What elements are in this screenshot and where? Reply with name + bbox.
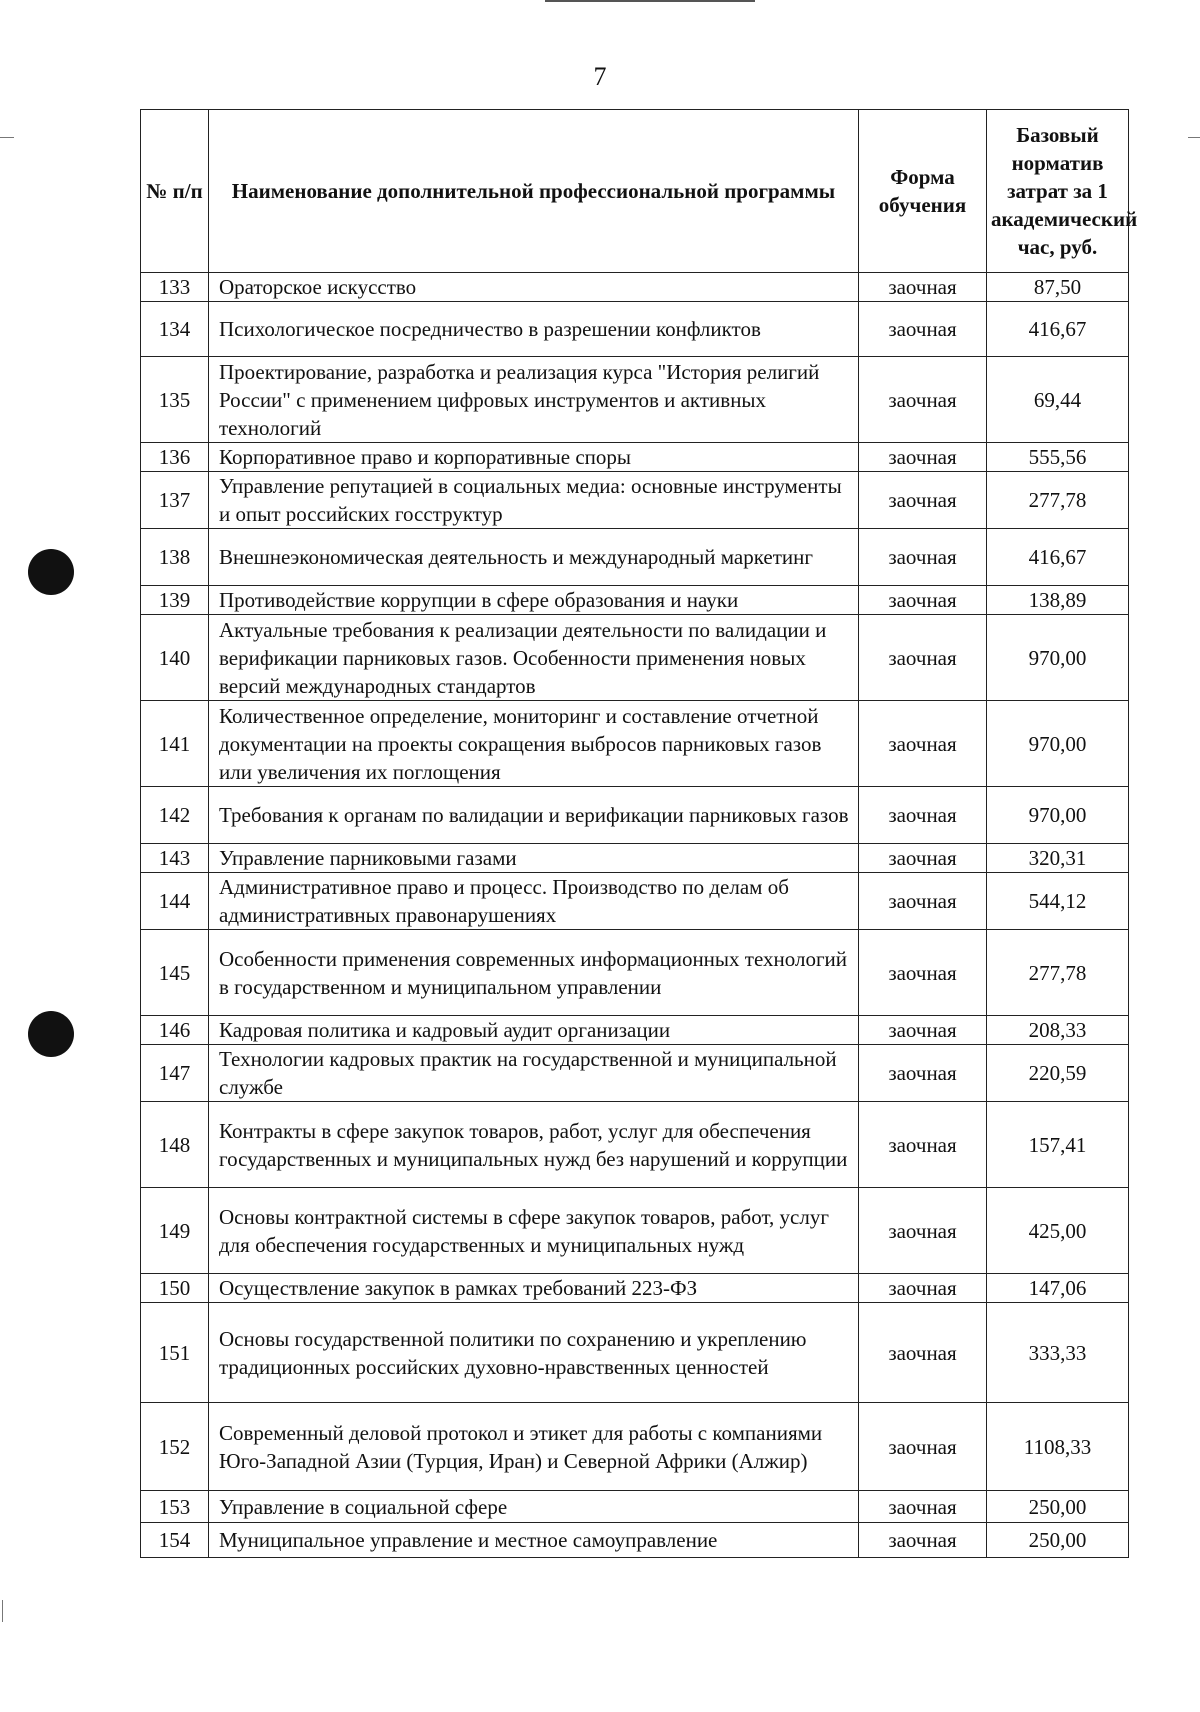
study-form: заочная <box>859 1303 987 1403</box>
base-cost: 87,50 <box>987 273 1129 302</box>
row-number: 148 <box>141 1102 209 1188</box>
base-cost: 147,06 <box>987 1274 1129 1303</box>
table-row <box>141 1274 1129 1303</box>
study-form: заочная <box>859 273 987 302</box>
row-number: 135 <box>141 357 209 443</box>
row-number: 141 <box>141 701 209 787</box>
study-form: заочная <box>859 1274 987 1303</box>
table-row <box>141 273 1129 302</box>
table-row <box>141 1491 1129 1523</box>
base-cost: 250,00 <box>987 1491 1129 1523</box>
scan-top-rule <box>545 0 755 2</box>
table-row <box>141 586 1129 615</box>
program-name: Кадровая политика и кадровый аудит организации <box>209 1016 859 1045</box>
margin-mark <box>1188 137 1200 138</box>
base-cost: 277,78 <box>987 930 1129 1016</box>
table-row <box>141 873 1129 930</box>
study-form: заочная <box>859 472 987 529</box>
table-row <box>141 1016 1129 1045</box>
study-form: заочная <box>859 302 987 357</box>
program-name: Противодействие коррупции в сфере образования и науки <box>209 586 859 615</box>
punch-hole <box>28 1011 74 1057</box>
table-row <box>141 787 1129 844</box>
study-form: заочная <box>859 844 987 873</box>
base-cost: 220,59 <box>987 1045 1129 1102</box>
table-row <box>141 302 1129 357</box>
row-number: 142 <box>141 787 209 844</box>
row-number: 145 <box>141 930 209 1016</box>
header-study-form: Форма обучения <box>859 110 987 273</box>
program-name: Основы контрактной системы в сфере закупок товаров, работ, услуг для обеспечения государственных и муниципальных нужд <box>209 1188 859 1274</box>
program-name: Требования к органам по валидации и верификации парниковых газов <box>209 787 859 844</box>
base-cost: 138,89 <box>987 586 1129 615</box>
row-number: 149 <box>141 1188 209 1274</box>
row-number: 136 <box>141 443 209 472</box>
row-number: 153 <box>141 1491 209 1523</box>
base-cost: 416,67 <box>987 302 1129 357</box>
program-name: Современный деловой протокол и этикет для работы с компаниями Юго-Западной Азии (Турция, Иран) и Северной Африки (Алжир) <box>209 1403 859 1491</box>
study-form: заочная <box>859 1102 987 1188</box>
row-number: 137 <box>141 472 209 529</box>
base-cost: 208,33 <box>987 1016 1129 1045</box>
program-name: Контракты в сфере закупок товаров, работ, услуг для обеспечения государственных и муниципальных нужд без нарушений и коррупции <box>209 1102 859 1188</box>
study-form: заочная <box>859 1491 987 1523</box>
base-cost: 320,31 <box>987 844 1129 873</box>
program-name: Технологии кадровых практик на государственной и муниципальной службе <box>209 1045 859 1102</box>
program-name: Корпоративное право и корпоративные споры <box>209 443 859 472</box>
header-num: № п/п <box>141 110 209 273</box>
study-form: заочная <box>859 615 987 701</box>
study-form: заочная <box>859 1523 987 1558</box>
study-form: заочная <box>859 357 987 443</box>
program-name: Количественное определение, мониторинг и составление отчетной документации на проекты сокращения выбросов парниковых газов или увеличения их поглощения <box>209 701 859 787</box>
margin-mark <box>0 137 14 138</box>
row-number: 140 <box>141 615 209 701</box>
programs-table <box>140 109 1138 1558</box>
row-number: 154 <box>141 1523 209 1558</box>
page-number: 7 <box>593 62 607 91</box>
study-form: заочная <box>859 586 987 615</box>
header-base-cost: Базовый норматив затрат за 1 академический час, руб. <box>987 110 1129 273</box>
program-name: Психологическое посредничество в разрешении конфликтов <box>209 302 859 357</box>
base-cost: 970,00 <box>987 615 1129 701</box>
table-header-row <box>141 110 1129 273</box>
base-cost: 333,33 <box>987 1303 1129 1403</box>
study-form: заочная <box>859 1045 987 1102</box>
row-number: 134 <box>141 302 209 357</box>
row-number: 143 <box>141 844 209 873</box>
row-number: 150 <box>141 1274 209 1303</box>
study-form: заочная <box>859 1403 987 1491</box>
row-number: 144 <box>141 873 209 930</box>
study-form: заочная <box>859 787 987 844</box>
base-cost: 416,67 <box>987 529 1129 586</box>
row-number: 146 <box>141 1016 209 1045</box>
program-name: Внешнеэкономическая деятельность и международный маркетинг <box>209 529 859 586</box>
table-row <box>141 1303 1129 1403</box>
row-number: 133 <box>141 273 209 302</box>
table-row <box>141 1188 1129 1274</box>
table-row <box>141 1523 1129 1558</box>
base-cost: 970,00 <box>987 787 1129 844</box>
program-name: Проектирование, разработка и реализация курса "История религий России" с применением цифровых инструментов и активных технологий <box>209 357 859 443</box>
table-row <box>141 1403 1129 1491</box>
row-number: 151 <box>141 1303 209 1403</box>
punch-hole <box>28 549 74 595</box>
row-number: 138 <box>141 529 209 586</box>
study-form: заочная <box>859 930 987 1016</box>
table-row <box>141 472 1129 529</box>
table-row <box>141 930 1129 1016</box>
margin-mark <box>2 1600 3 1622</box>
program-name: Ораторское искусство <box>209 273 859 302</box>
row-number: 147 <box>141 1045 209 1102</box>
program-name: Особенности применения современных информационных технологий в государственном и муниципальном управлении <box>209 930 859 1016</box>
study-form: заочная <box>859 1188 987 1274</box>
program-name: Управление репутацией в социальных медиа: основные инструменты и опыт российских госструктур <box>209 472 859 529</box>
base-cost: 425,00 <box>987 1188 1129 1274</box>
study-form: заочная <box>859 443 987 472</box>
program-name: Осуществление закупок в рамках требований 223-ФЗ <box>209 1274 859 1303</box>
table-row <box>141 443 1129 472</box>
table-row <box>141 357 1129 443</box>
program-name: Актуальные требования к реализации деятельности по валидации и верификации парниковых газов. Особенности применения новых версий международных стандартов <box>209 615 859 701</box>
base-cost: 544,12 <box>987 873 1129 930</box>
table-row <box>141 529 1129 586</box>
program-name: Управление парниковыми газами <box>209 844 859 873</box>
base-cost: 277,78 <box>987 472 1129 529</box>
program-name: Административное право и процесс. Производство по делам об административных правонарушениях <box>209 873 859 930</box>
table-row <box>141 1102 1129 1188</box>
study-form: заочная <box>859 529 987 586</box>
program-name: Основы государственной политики по сохранению и укреплению традиционных российских духовно-нравственных ценностей <box>209 1303 859 1403</box>
table-row <box>141 1045 1129 1102</box>
study-form: заочная <box>859 1016 987 1045</box>
program-name: Управление в социальной сфере <box>209 1491 859 1523</box>
study-form: заочная <box>859 873 987 930</box>
base-cost: 555,56 <box>987 443 1129 472</box>
program-name: Муниципальное управление и местное самоуправление <box>209 1523 859 1558</box>
programs-table-container <box>140 109 1138 1558</box>
base-cost: 157,41 <box>987 1102 1129 1188</box>
base-cost: 69,44 <box>987 357 1129 443</box>
row-number: 152 <box>141 1403 209 1491</box>
row-number: 139 <box>141 586 209 615</box>
base-cost: 250,00 <box>987 1523 1129 1558</box>
base-cost: 1108,33 <box>987 1403 1129 1491</box>
table-row <box>141 615 1129 701</box>
header-program-name: Наименование дополнительной профессиональной программы <box>209 110 859 273</box>
base-cost: 970,00 <box>987 701 1129 787</box>
table-row <box>141 844 1129 873</box>
study-form: заочная <box>859 701 987 787</box>
table-row <box>141 701 1129 787</box>
